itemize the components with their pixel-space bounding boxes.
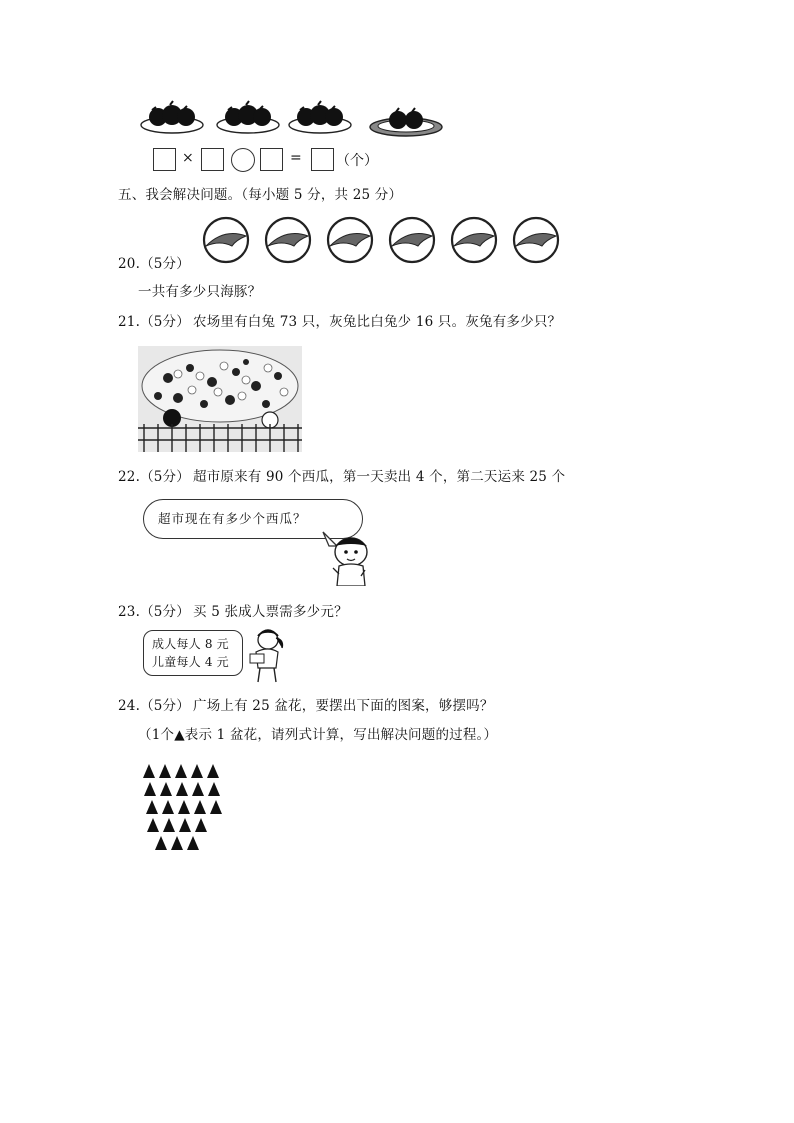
- flower-pot-icon: [160, 782, 172, 796]
- fruit-plate-icon: [217, 101, 279, 133]
- flower-pot-icon: [159, 764, 171, 778]
- flower-triangle-pattern: [143, 760, 222, 850]
- pattern-row: [146, 796, 222, 814]
- times-symbol: ×: [182, 150, 194, 166]
- answer-box[interactable]: [153, 148, 176, 171]
- flower-pot-icon: [208, 782, 220, 796]
- flower-pot-icon: [176, 782, 188, 796]
- question-23-number: 23.（5分）: [118, 604, 190, 620]
- question-22-text: 超市原来有 90 个西瓜，第一天卖出 4 个，第二天运来 25 个: [193, 469, 566, 485]
- flower-pot-icon: [144, 782, 156, 796]
- flower-pot-icon: [192, 782, 204, 796]
- flower-pot-icon: [146, 800, 158, 814]
- flower-pot-icon: [155, 836, 167, 850]
- pattern-row: [144, 778, 222, 796]
- answer-box[interactable]: [260, 148, 283, 171]
- rabbit-farm-illustration: [138, 346, 302, 452]
- flower-pot-icon: [179, 818, 191, 832]
- question-21-text: 农场里有白兔 73 只，灰兔比白兔少 16 只。灰兔有多少只？: [193, 314, 562, 330]
- flower-pot-icon: [210, 800, 222, 814]
- child-price-line: 儿童每人 4 元: [152, 655, 229, 669]
- flower-pot-icon: [207, 764, 219, 778]
- flower-pot-icon: [194, 800, 206, 814]
- pattern-row: [147, 814, 222, 832]
- question-23-text: 买 5 张成人票需多少元？: [193, 604, 348, 620]
- operator-circle[interactable]: [231, 148, 255, 172]
- flower-pot-icon: [191, 764, 203, 778]
- flower-pot-icon: [175, 764, 187, 778]
- flower-pot-icon: [163, 818, 175, 832]
- dolphin-rings-illustration: [198, 216, 568, 264]
- section-heading: 五、我会解决问题。（每小题 5 分，共 25 分）: [118, 187, 403, 203]
- flower-pot-icon: [187, 836, 199, 850]
- fruit-plate-icon: [370, 108, 442, 136]
- flower-pot-icon: [171, 836, 183, 850]
- question-20-number: 20.（5分）: [118, 256, 190, 272]
- fruit-plates-illustration: [140, 98, 450, 140]
- dolphin-ring-icon: [390, 218, 434, 262]
- ticket-seller-girl-illustration: [246, 628, 286, 684]
- ticket-price-sign: [143, 630, 243, 676]
- flower-pot-icon: [162, 800, 174, 814]
- question-21-number: 21.（5分）: [118, 314, 190, 330]
- speech-bubble-text: 超市现在有多少个西瓜？: [158, 511, 307, 526]
- flower-pot-icon: [147, 818, 159, 832]
- pattern-row: [143, 760, 222, 778]
- fruit-plate-icon: [141, 101, 203, 133]
- question-24-text: 广场上有 25 盆花，要摆出下面的图案，够摆吗？: [193, 698, 494, 714]
- question-24-number: 24.（5分）: [118, 698, 190, 714]
- dolphin-ring-icon: [514, 218, 558, 262]
- fruit-plate-icon: [289, 101, 351, 133]
- pattern-row: [155, 832, 222, 850]
- answer-box[interactable]: [311, 148, 334, 171]
- unit-label: （个）: [336, 153, 378, 169]
- question-20-text: 一共有多少只海豚？: [138, 284, 262, 300]
- adult-price-line: 成人每人 8 元: [152, 637, 229, 651]
- flower-pot-icon: [178, 800, 190, 814]
- equals-symbol: =: [290, 150, 302, 166]
- question-22-number: 22.（5分）: [118, 469, 190, 485]
- question-24-note: （1个▲表示 1 盆花，请列式计算，写出解决问题的过程。）: [138, 727, 498, 743]
- flower-pot-icon: [143, 764, 155, 778]
- dolphin-ring-icon: [328, 218, 372, 262]
- answer-box[interactable]: [201, 148, 224, 171]
- flower-pot-icon: [195, 818, 207, 832]
- dolphin-ring-icon: [204, 218, 248, 262]
- dolphin-ring-icon: [266, 218, 310, 262]
- dolphin-ring-icon: [452, 218, 496, 262]
- boy-character-illustration: [315, 530, 377, 586]
